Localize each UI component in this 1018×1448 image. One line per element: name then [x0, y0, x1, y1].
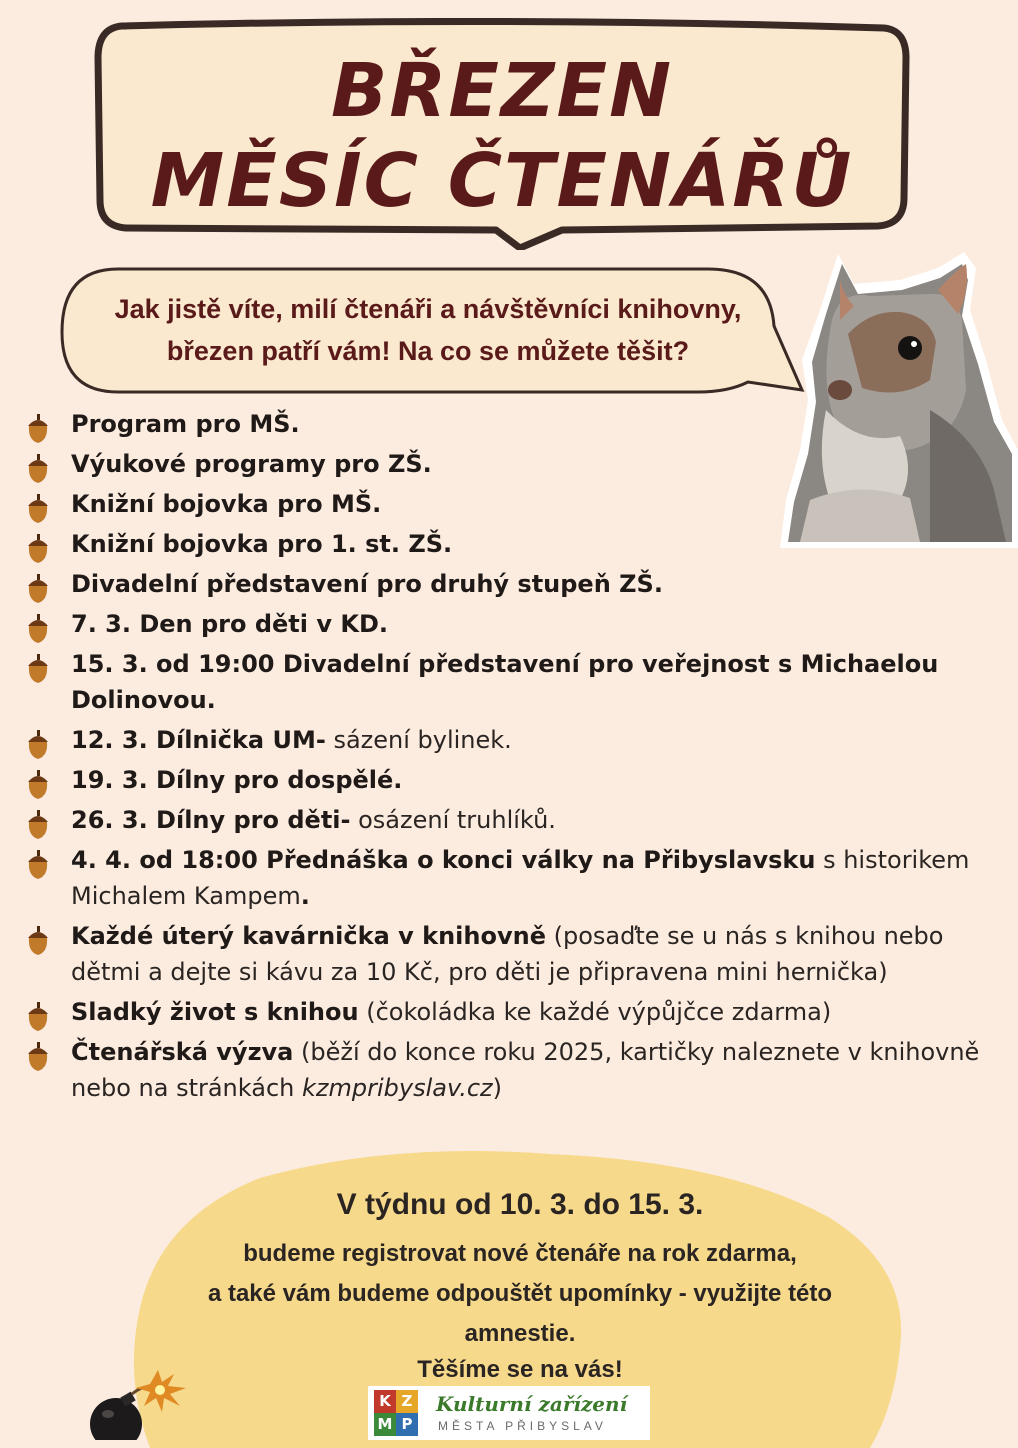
- list-item: [22, 918, 982, 990]
- bomb-icon: [82, 1366, 192, 1440]
- program-item-end: ): [492, 1074, 503, 1102]
- intro-line1: Jak jistě víte, milí čtenáři a návštěvníci knihovny,: [114, 294, 742, 324]
- intro-line2: březen patří vám! Na co se můžete těšit?: [166, 336, 690, 366]
- list-item: [22, 566, 982, 602]
- list-item: [22, 842, 982, 914]
- acorn-icon: [24, 452, 52, 484]
- page-title-line2: MĚSÍC ČTENÁŘŮ: [150, 138, 854, 224]
- intro-text: [78, 288, 778, 372]
- list-item: [22, 526, 982, 562]
- program-item-detail: sázení bylinek.: [325, 726, 512, 754]
- program-item-label: 12. 3. Dílnička UM-: [71, 726, 326, 754]
- program-item-tail: .: [300, 882, 310, 910]
- acorn-icon: [24, 808, 52, 840]
- list-item: [22, 994, 982, 1030]
- acorn-icon: [24, 1040, 52, 1072]
- program-item-label: Divadelní představení pro druhý stupeň ZŠ.: [71, 570, 663, 598]
- program-item-label: 15. 3. od 19:00 Divadelní představení pro veřejnost s Michaelou Dolinovou.: [71, 650, 939, 714]
- list-item: [22, 486, 982, 522]
- program-item-label: Sladký život s knihou: [71, 998, 359, 1026]
- acorn-icon: [24, 848, 52, 880]
- kzm-logo: [368, 1386, 650, 1440]
- acorn-icon: [24, 532, 52, 564]
- logo-letter-z: Z: [396, 1390, 418, 1413]
- website-link[interactable]: kzmpribyslav.cz: [302, 1074, 493, 1102]
- program-item-label: Každé úterý kavárnička v knihovně: [71, 922, 546, 950]
- list-item: [22, 646, 982, 718]
- kzmp-logo-mark: [374, 1390, 418, 1436]
- program-item-label: Výukové programy pro ZŠ.: [71, 450, 432, 478]
- program-item-label: Knižní bojovka pro 1. st. ZŠ.: [71, 530, 453, 558]
- program-item-label: 4. 4. od 18:00 Přednáška o konci války na Přibyslavsku: [71, 846, 816, 874]
- program-item-detail: osázení truhlíků.: [350, 806, 556, 834]
- list-item: [22, 802, 982, 838]
- program-item-label: 7. 3. Den pro děti v KD.: [71, 610, 388, 638]
- acorn-icon: [24, 1000, 52, 1032]
- acorn-icon: [24, 492, 52, 524]
- list-item: [22, 446, 982, 482]
- acorn-icon: [24, 924, 52, 956]
- acorn-icon: [24, 728, 52, 760]
- program-item-label: Program pro MŠ.: [71, 410, 300, 438]
- intro-bubble: [58, 266, 810, 396]
- program-item-detail: (běží do konce roku 2025, kartičky naleznete v knihovně nebo na stránkách: [71, 1038, 980, 1102]
- acorn-icon: [24, 652, 52, 684]
- program-item-detail: s historikem Michalem Kampem: [71, 846, 970, 910]
- program-item-label: 19. 3. Dílny pro dospělé.: [71, 766, 403, 794]
- info-headline: V týdnu od 10. 3. do 15. 3.: [336, 1188, 704, 1221]
- list-item: [22, 1034, 982, 1106]
- program-item-detail: (posaďte se u nás s knihou nebo dětmi a dejte si kávu za 10 Kč, pro děti je připravena mini hernička): [71, 922, 944, 986]
- title-bubble: [92, 18, 912, 250]
- page-title-line1: BŘEZEN: [330, 48, 674, 134]
- acorn-icon: [24, 768, 52, 800]
- info-closing: Těšíme se na vás!: [417, 1356, 623, 1383]
- logo-letter-k: K: [374, 1390, 396, 1413]
- acorn-icon: [24, 612, 52, 644]
- acorn-icon: [24, 412, 52, 444]
- program-item-label: Knižní bojovka pro MŠ.: [71, 490, 382, 518]
- info-line3: amnestie.: [464, 1320, 576, 1347]
- program-item-label: Čtenářská výzva: [71, 1038, 294, 1066]
- list-item: [22, 762, 982, 798]
- info-body: [130, 1234, 910, 1354]
- acorn-icon: [24, 572, 52, 604]
- program-item-label: 26. 3. Dílny pro děti-: [71, 806, 351, 834]
- info-line2: a také vám budeme odpouštět upomínky - využijte této: [207, 1280, 833, 1307]
- list-item: [22, 406, 982, 442]
- logo-name: Kulturní zařízení: [436, 1392, 628, 1416]
- info-line1: budeme registrovat nové čtenáře na rok zdarma,: [243, 1240, 797, 1267]
- logo-letter-p: P: [396, 1413, 418, 1436]
- program-list: [22, 406, 982, 1110]
- logo-subtitle: MĚSTA PŘIBYSLAV: [438, 1419, 607, 1433]
- list-item: [22, 722, 982, 758]
- logo-letter-m: M: [374, 1413, 396, 1436]
- list-item: [22, 606, 982, 642]
- program-item-detail: (čokoládka ke každé výpůjčce zdarma): [358, 998, 832, 1026]
